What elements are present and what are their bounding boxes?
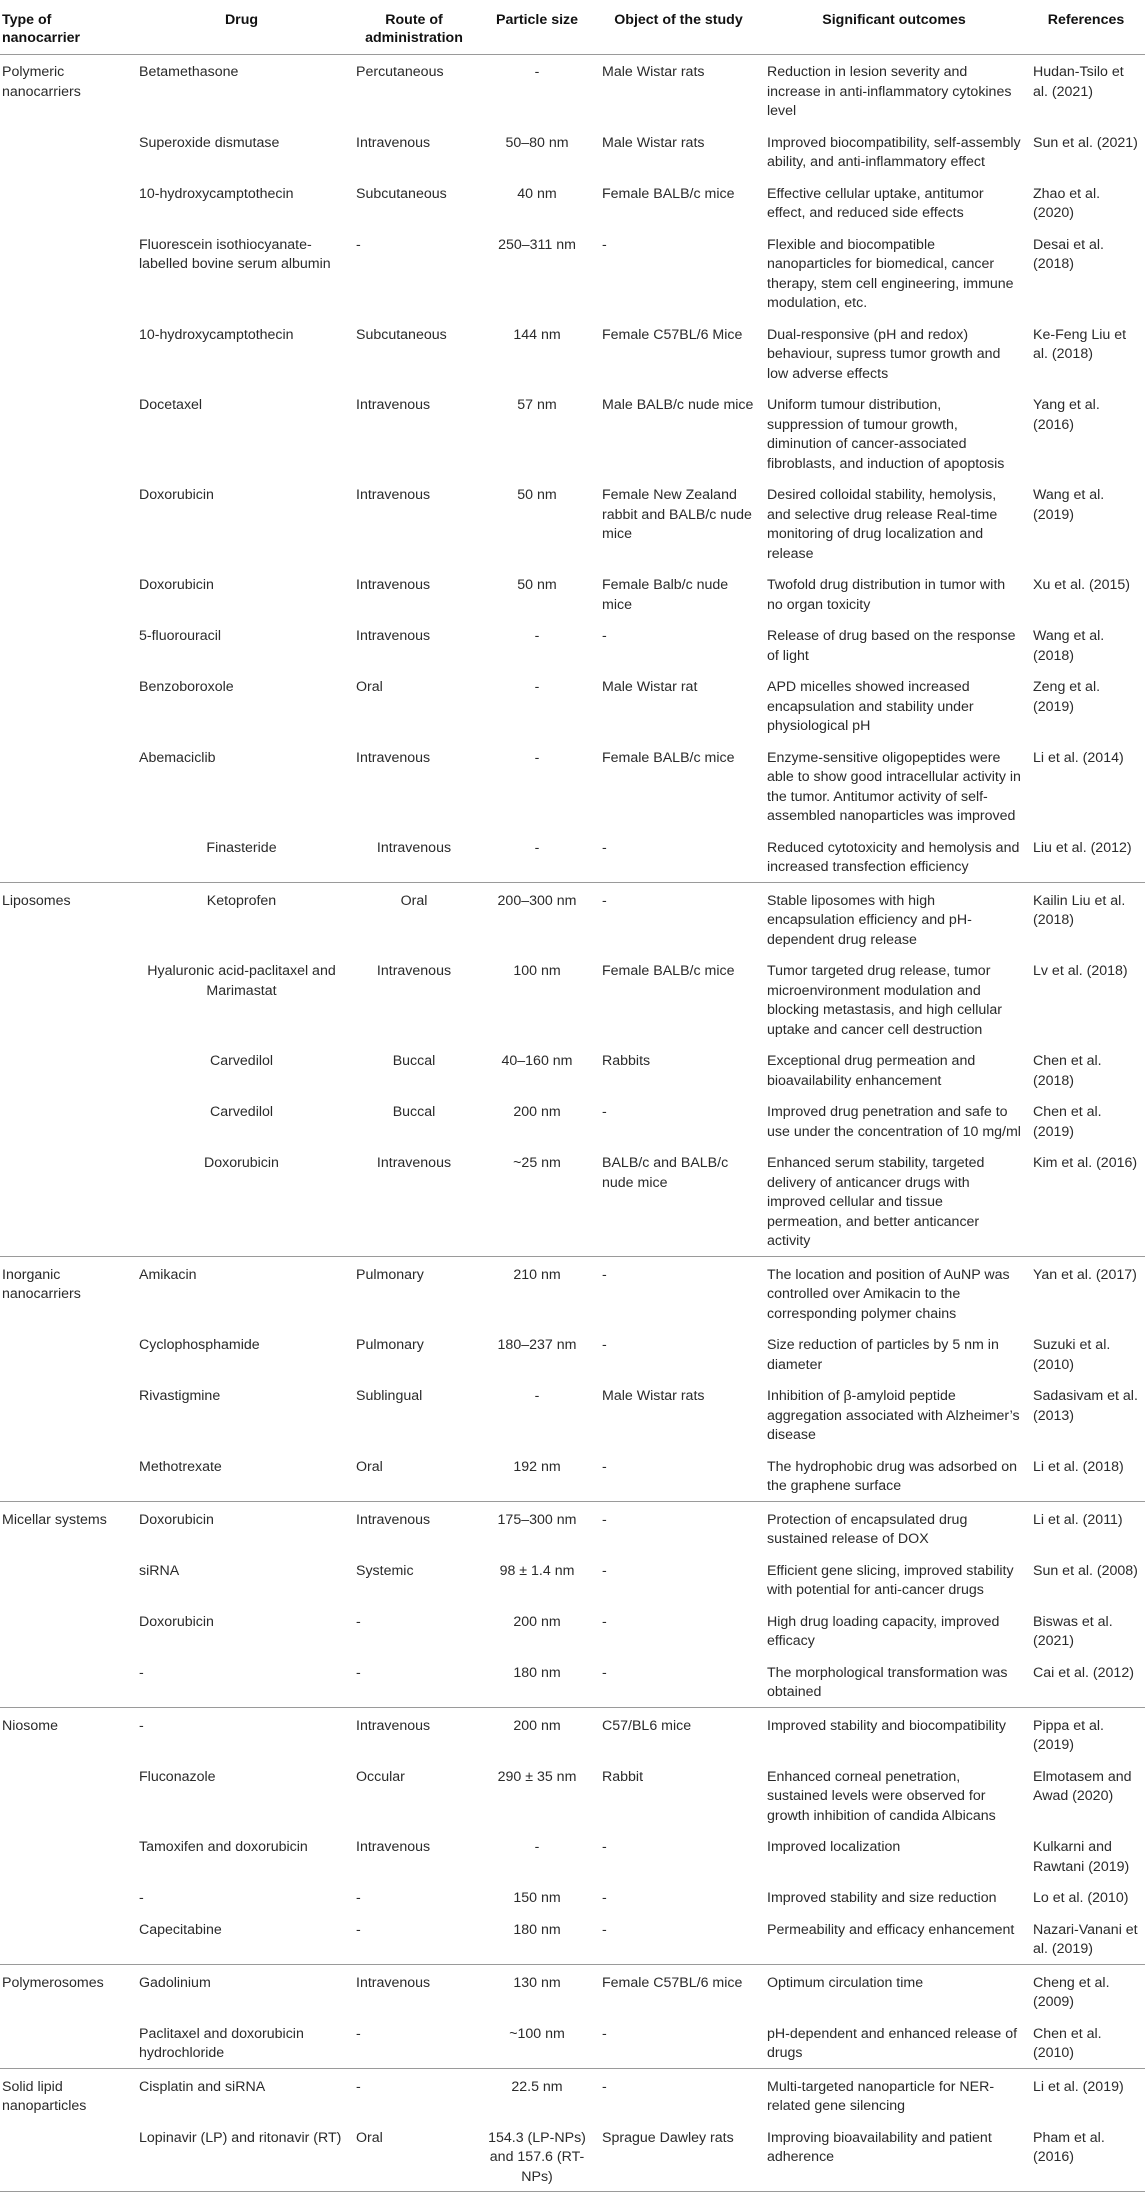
cell-reference: Li et al. (2019) <box>1027 2068 1145 2121</box>
cell-route: Intravenous <box>356 487 431 503</box>
cell-route: Oral <box>350 2121 478 2192</box>
cell-object: Female C57BL/6 mice <box>596 1964 761 2017</box>
cell-object: Rabbit <box>602 1768 644 1785</box>
cell-reference: Kailin Liu et al. (2018) <box>1027 882 1145 954</box>
cell-type <box>0 2017 133 2069</box>
table-row <box>0 2017 1145 2069</box>
cell-type <box>0 670 133 741</box>
header-object: Object of the study <box>596 0 761 55</box>
cell-object: - <box>602 1337 607 1353</box>
cell-route: Intravenous <box>376 1155 452 1171</box>
cell-drug: Ketoprofen <box>133 882 350 954</box>
cell-outcome: High drug loading capacity, improved efficacy <box>767 1613 1000 1649</box>
cell-type: Liposomes <box>0 882 133 954</box>
cell-drug: Cisplatin and siRNA <box>133 2068 350 2121</box>
cell-size: - <box>534 1388 540 1404</box>
cell-outcome: Stable liposomes with high encapsulation efficiency and pH-dependent drug release <box>761 882 1027 954</box>
cell-type <box>0 1450 133 1502</box>
cell-drug: siRNA <box>139 1562 180 1579</box>
cell-outcome: Uniform tumour distribution, suppression of tumour growth, diminution of cancer-associated fibroblasts, and induction of apoptosis <box>767 397 1005 472</box>
cell-reference: Pham et al. (2016) <box>1027 2121 1145 2192</box>
cell-route: Buccal <box>392 1104 436 1120</box>
table-row <box>0 882 1145 954</box>
cell-outcome: Size reduction of particles by 5 nm in diameter <box>767 1337 999 1373</box>
cell-route: Intravenous <box>356 628 431 644</box>
header-outcome: Significant outcomes <box>761 0 1027 55</box>
cell-reference: Sun et al. (2008) <box>1033 1562 1138 1579</box>
cell-drug: Doxorubicin <box>139 577 214 593</box>
cell-type: Inorganic nanocarriers <box>0 1256 133 1328</box>
table-row <box>0 388 1145 478</box>
cell-outcome: The morphological transformation was obtained <box>767 1664 1008 1700</box>
cell-reference: Lo et al. (2010) <box>1033 1890 1129 1906</box>
cell-outcome: Improved biocompatibility, self-assembly ability, and anti-inflammatory effect <box>767 134 1021 170</box>
cell-size: 180 nm <box>513 1664 561 1681</box>
cell-size: 200–300 nm <box>478 882 596 954</box>
cell-outcome: Flexible and biocompatible nanoparticles for biomedical, cancer therapy, stem cell engineering, immune modulation, etc. <box>767 236 1014 311</box>
cell-route: - <box>356 1921 361 1938</box>
cell-object: - <box>602 236 607 253</box>
cell-outcome: Release of drug based on the response of light <box>767 628 1016 664</box>
cell-drug: Paclitaxel and doxorubicin hydrochloride <box>139 2025 304 2061</box>
cell-type <box>0 954 133 1044</box>
cell-reference: Li et al. (2011) <box>1027 1501 1145 1554</box>
cell-drug: Doxorubicin <box>204 1155 279 1171</box>
cell-outcome: Multi-targeted nanoparticle for NER-related gene silencing <box>761 2068 1027 2121</box>
cell-type <box>0 568 133 619</box>
table-body <box>0 55 1145 2192</box>
table-row <box>0 1095 1145 1146</box>
cell-size: - <box>534 749 540 766</box>
cell-size: - <box>534 839 540 856</box>
cell-reference: Cheng et al. (2009) <box>1027 1964 1145 2017</box>
cell-route: - <box>356 1664 361 1681</box>
table-row <box>0 1656 1145 1708</box>
cell-object: Female BALB/c mice <box>602 963 735 979</box>
cell-reference: Wang et al. (2019) <box>1033 487 1105 523</box>
table-row <box>0 1913 1145 1965</box>
cell-drug: Cyclophosphamide <box>139 1337 260 1353</box>
header-size: Particle size <box>478 0 596 55</box>
cell-drug: Hyaluronic acid-paclitaxel and Marimastat <box>147 963 336 999</box>
cell-reference: Chen et al. (2019) <box>1033 1104 1102 1140</box>
cell-drug: Doxorubicin <box>139 487 214 503</box>
cell-reference: Wang et al. (2018) <box>1033 628 1105 664</box>
cell-object: - <box>596 2068 761 2121</box>
cell-outcome: Optimum circulation time <box>761 1964 1027 2017</box>
cell-type <box>0 228 133 318</box>
cell-drug: Abemaciclib <box>139 749 216 766</box>
cell-drug: - <box>139 1890 144 1906</box>
table-row <box>0 1328 1145 1379</box>
cell-reference: Zhao et al. (2020) <box>1033 185 1101 221</box>
cell-object: Rabbits <box>602 1053 651 1069</box>
cell-outcome: Efficient gene slicing, improved stability with potential for anti-cancer drugs <box>767 1562 1014 1598</box>
cell-size: 150 nm <box>513 1890 561 1906</box>
cell-drug: Betamethasone <box>139 64 239 80</box>
cell-type: Polymerosomes <box>0 1964 133 2017</box>
cell-reference: Li et al. (2018) <box>1033 1458 1124 1475</box>
cell-route: Intravenous <box>376 963 452 979</box>
cell-object: - <box>602 1839 607 1855</box>
cell-type <box>0 1881 133 1913</box>
cell-reference: Pippa et al. (2019) <box>1027 1707 1145 1760</box>
cell-outcome: Enzyme-sensitive oligopeptides were able to show good intracellular activity in the tumor. Antitumor activity of self-assembled nanoparticles was improved <box>767 749 1021 824</box>
header-references: References <box>1027 0 1145 55</box>
cell-drug: 10-hydroxycamptothecin <box>139 185 294 202</box>
cell-outcome: Inhibition of β-amyloid peptide aggregation associated with Alzheimer’s disease <box>767 1388 1020 1443</box>
cell-type <box>0 177 133 228</box>
cell-object: - <box>596 1256 761 1328</box>
cell-size: - <box>534 64 540 80</box>
cell-reference: Hudan-Tsilo et al. (2021) <box>1033 64 1124 100</box>
cell-reference: Lv et al. (2018) <box>1033 963 1128 979</box>
cell-reference: Nazari-Vanani et al. (2019) <box>1033 1921 1138 1957</box>
cell-reference: Kim et al. (2016) <box>1033 1155 1138 1171</box>
cell-drug: Doxorubicin <box>133 1501 350 1554</box>
cell-type <box>0 1146 133 1256</box>
cell-size: 154.3 (LP-NPs) and 157.6 (RT-NPs) <box>478 2121 596 2192</box>
cell-object: - <box>602 1562 607 1579</box>
cell-size: 200 nm <box>513 1613 561 1630</box>
cell-size: 130 nm <box>478 1964 596 2017</box>
cell-object: - <box>602 1613 607 1630</box>
cell-type <box>0 1830 133 1881</box>
cell-type: Niosome <box>0 1707 133 1760</box>
table-row <box>0 1256 1145 1328</box>
cell-outcome: Effective cellular uptake, antitumor effect, and reduced side effects <box>767 185 984 221</box>
cell-type <box>0 126 133 177</box>
cell-object: Female BALB/c mice <box>602 749 735 766</box>
cell-reference: Chen et al. (2010) <box>1033 2025 1102 2061</box>
cell-type <box>0 388 133 478</box>
cell-reference: Zeng et al. (2019) <box>1033 679 1101 715</box>
cell-object: Female BALB/c mice <box>602 185 735 202</box>
cell-outcome: Permeability and efficacy enhancement <box>767 1921 1015 1938</box>
cell-size: 22.5 nm <box>478 2068 596 2121</box>
cell-object: Male Wistar rats <box>602 1388 705 1404</box>
cell-size: 50–80 nm <box>505 134 569 151</box>
cell-drug: Superoxide dismutase <box>139 134 280 151</box>
cell-route: - <box>350 2068 478 2121</box>
cell-size: 175–300 nm <box>478 1501 596 1554</box>
table-row <box>0 954 1145 1044</box>
cell-route: Occular <box>356 1768 405 1785</box>
cell-type: Solid lipid nanoparticles <box>0 2068 133 2121</box>
cell-object: Sprague Dawley rats <box>596 2121 761 2192</box>
cell-object: Male Wistar rat <box>602 679 698 695</box>
cell-size: 210 nm <box>478 1256 596 1328</box>
cell-size: 180–237 nm <box>497 1337 577 1353</box>
cell-drug: Amikacin <box>133 1256 350 1328</box>
table-row <box>0 831 1145 883</box>
table-row <box>0 741 1145 831</box>
cell-size: 50 nm <box>517 577 557 593</box>
cell-reference: Sadasivam et al. (2013) <box>1033 1388 1138 1424</box>
cell-object: - <box>602 839 607 856</box>
cell-type <box>0 831 133 883</box>
cell-reference: Desai et al. (2018) <box>1033 236 1104 272</box>
cell-drug: Rivastigmine <box>139 1388 221 1404</box>
cell-size: 180 nm <box>513 1921 561 1938</box>
table-row <box>0 177 1145 228</box>
table-row <box>0 568 1145 619</box>
cell-object: - <box>602 628 607 644</box>
cell-object: - <box>602 1458 607 1475</box>
table-row <box>0 1964 1145 2017</box>
cell-route: Intravenous <box>356 1839 431 1855</box>
cell-drug: Benzoboroxole <box>139 679 234 695</box>
cell-type <box>0 741 133 831</box>
cell-reference: Chen et al. (2018) <box>1033 1053 1102 1089</box>
cell-type <box>0 1554 133 1605</box>
cell-outcome: Protection of encapsulated drug sustained release of DOX <box>761 1501 1027 1554</box>
cell-outcome: Improved localization <box>767 1839 901 1855</box>
cell-route: Intravenous <box>356 749 431 766</box>
table-row <box>0 1501 1145 1554</box>
cell-object: BALB/c and BALB/c nude mice <box>602 1155 729 1191</box>
cell-route: - <box>356 236 361 253</box>
table-row <box>0 1146 1145 1256</box>
cell-route: Subcutaneous <box>356 326 447 343</box>
cell-type <box>0 1913 133 1965</box>
cell-type <box>0 1328 133 1379</box>
cell-route: Sublingual <box>356 1388 423 1404</box>
cell-size: - <box>534 1839 540 1855</box>
cell-outcome: The hydrophobic drug was adsorbed on the graphene surface <box>767 1458 1018 1494</box>
cell-type <box>0 478 133 568</box>
table-row <box>0 1450 1145 1502</box>
cell-route: Oral <box>356 679 383 695</box>
cell-object: - <box>602 1664 607 1681</box>
cell-route: Intravenous <box>356 134 431 151</box>
cell-size: 57 nm <box>517 397 557 413</box>
cell-object: - <box>596 882 761 954</box>
cell-size: 100 nm <box>513 963 561 979</box>
cell-outcome: Enhanced serum stability, targeted delivery of anticancer drugs with improved cellular and tissue permeation, and better anticancer activity <box>767 1155 985 1249</box>
cell-route: Percutaneous <box>356 64 444 80</box>
cell-outcome: Reduced cytotoxicity and hemolysis and increased transfection efficiency <box>767 839 1020 875</box>
cell-route: Intravenous <box>356 577 431 593</box>
cell-reference: Yan et al. (2017) <box>1027 1256 1145 1328</box>
cell-reference: Xu et al. (2015) <box>1033 577 1131 593</box>
cell-drug: Fluconazole <box>139 1768 216 1785</box>
cell-size: 192 nm <box>513 1458 561 1475</box>
cell-reference: Sun et al. (2021) <box>1033 134 1138 151</box>
table-row <box>0 2068 1145 2121</box>
cell-type <box>0 2121 133 2192</box>
cell-reference: Li et al. (2014) <box>1033 749 1124 766</box>
cell-reference: Elmotasem and Awad (2020) <box>1033 1768 1132 1804</box>
table-row <box>0 2121 1145 2192</box>
cell-size: 50 nm <box>517 487 557 503</box>
header-route: Route of administration <box>350 0 478 55</box>
cell-route: Oral <box>350 882 478 954</box>
cell-size: ~100 nm <box>509 2025 565 2042</box>
cell-object: Male Wistar rats <box>602 64 705 80</box>
cell-size: 200 nm <box>513 1104 561 1120</box>
cell-type: Polymeric nanocarriers <box>2 64 81 100</box>
table-row <box>0 670 1145 741</box>
table-row <box>0 1881 1145 1913</box>
cell-size: - <box>534 628 540 644</box>
header-type: Type of nanocarrier <box>0 0 133 55</box>
cell-size: ~25 nm <box>513 1155 561 1171</box>
cell-object: C57/BL6 mice <box>596 1707 761 1760</box>
cell-size: 200 nm <box>478 1707 596 1760</box>
cell-route: Systemic <box>356 1562 414 1579</box>
cell-drug: - <box>139 1664 144 1681</box>
cell-size: 144 nm <box>513 326 561 343</box>
cell-drug: - <box>133 1707 350 1760</box>
cell-route: Buccal <box>392 1053 436 1069</box>
cell-outcome: Tumor targeted drug release, tumor microenvironment modulation and blocking metastasis, and high cellular uptake and cancer cell destruction <box>767 963 1003 1038</box>
cell-size: 98 ± 1.4 nm <box>499 1562 575 1579</box>
table-row <box>0 1605 1145 1656</box>
cell-object: - <box>596 1501 761 1554</box>
cell-outcome: The location and position of AuNP was controlled over Amikacin to the corresponding polymer chains <box>761 1256 1027 1328</box>
cell-route: Intravenous <box>376 839 452 856</box>
cell-type <box>0 1044 133 1095</box>
cell-route: - <box>356 2025 361 2042</box>
cell-reference: Ke-Feng Liu et al. (2018) <box>1033 326 1127 362</box>
table-row <box>0 228 1145 318</box>
cell-size: 290 ± 35 nm <box>497 1768 577 1785</box>
cell-object: - <box>602 2025 607 2042</box>
cell-drug: Fluorescein isothiocyanate-labelled bovine serum albumin <box>139 236 331 272</box>
cell-outcome: Improved stability and size reduction <box>767 1890 997 1906</box>
cell-reference: Cai et al. (2012) <box>1033 1664 1134 1681</box>
cell-reference: Yang et al. (2016) <box>1033 397 1100 433</box>
cell-object: Male Wistar rats <box>602 134 705 151</box>
cell-outcome: Improving bioavailability and patient adherence <box>761 2121 1027 2192</box>
table-row <box>0 1830 1145 1881</box>
cell-drug: Carvedilol <box>209 1053 274 1069</box>
cell-outcome: APD micelles showed increased encapsulation and stability under physiological pH <box>767 679 974 734</box>
cell-outcome: Reduction in lesion severity and increase in anti-inflammatory cytokines level <box>767 64 1012 119</box>
table-row <box>0 1707 1145 1760</box>
cell-object: - <box>602 1104 607 1120</box>
cell-drug: 5-fluorouracil <box>139 628 222 644</box>
cell-reference: Kulkarni and Rawtani (2019) <box>1033 1839 1130 1875</box>
cell-outcome: Improved drug penetration and safe to use under the concentration of 10 mg/ml <box>767 1104 1021 1140</box>
cell-size: 40 nm <box>517 185 557 202</box>
cell-size: 250–311 nm <box>498 236 576 253</box>
cell-object: - <box>602 1921 607 1938</box>
cell-route: Oral <box>356 1458 383 1475</box>
table-row <box>0 619 1145 670</box>
cell-route: - <box>356 1890 361 1906</box>
cell-route: Intravenous <box>350 1707 478 1760</box>
cell-drug: Gadolinium <box>133 1964 350 2017</box>
cell-object: Female C57BL/6 Mice <box>602 326 743 343</box>
cell-route: Subcutaneous <box>356 185 447 202</box>
cell-route: Pulmonary <box>356 1337 424 1353</box>
cell-size: - <box>534 679 540 695</box>
cell-reference: Suzuki et al. (2010) <box>1033 1337 1111 1373</box>
cell-outcome: Twofold drug distribution in tumor with no organ toxicity <box>767 577 1006 613</box>
cell-drug: Finasteride <box>206 839 277 856</box>
table-row <box>0 1379 1145 1450</box>
table-row <box>0 1044 1145 1095</box>
cell-reference: Liu et al. (2012) <box>1033 839 1132 856</box>
table-row <box>0 478 1145 568</box>
cell-drug: Docetaxel <box>139 397 203 413</box>
cell-outcome: Enhanced corneal penetration, sustained levels were observed for growth inhibition of candida Albicans <box>767 1768 996 1824</box>
table-row <box>0 55 1145 126</box>
cell-drug: Carvedilol <box>209 1104 274 1120</box>
header-drug: Drug <box>133 0 350 55</box>
table-row <box>0 126 1145 177</box>
cell-type: Micellar systems <box>0 1501 133 1554</box>
cell-drug: Doxorubicin <box>139 1613 214 1630</box>
table-header-row <box>0 0 1145 55</box>
table-row <box>0 1760 1145 1831</box>
cell-outcome: Improved stability and biocompatibility <box>761 1707 1027 1760</box>
cell-type <box>0 318 133 389</box>
cell-type <box>0 1095 133 1146</box>
cell-type <box>0 1656 133 1708</box>
table-row <box>0 318 1145 389</box>
cell-outcome: pH-dependent and enhanced release of drugs <box>767 2025 1018 2061</box>
cell-type <box>0 1760 133 1831</box>
cell-drug: Capecitabine <box>139 1921 222 1938</box>
cell-reference: Biswas et al. (2021) <box>1033 1613 1113 1649</box>
cell-type <box>0 1379 133 1450</box>
table-row <box>0 1554 1145 1605</box>
cell-outcome: Dual-responsive (pH and redox) behaviour, supress tumor growth and low adverse effects <box>767 326 1001 382</box>
cell-drug: 10-hydroxycamptothecin <box>139 326 294 343</box>
cell-route: Intravenous <box>356 397 431 413</box>
cell-object: - <box>602 1890 607 1906</box>
cell-type <box>0 619 133 670</box>
cell-object: Female Balb/c nude mice <box>602 577 729 613</box>
cell-drug: Tamoxifen and doxorubicin <box>139 1839 308 1855</box>
cell-route: Intravenous <box>350 1501 478 1554</box>
cell-drug: Methotrexate <box>139 1458 222 1475</box>
cell-route: Intravenous <box>350 1964 478 2017</box>
cell-route: - <box>356 1613 361 1630</box>
cell-object: Male BALB/c nude mice <box>602 397 754 413</box>
cell-route: Pulmonary <box>350 1256 478 1328</box>
cell-drug: Lopinavir (LP) and ritonavir (RT) <box>133 2121 350 2192</box>
cell-type <box>0 1605 133 1656</box>
cell-outcome: Desired colloidal stability, hemolysis, and selective drug release Real-time monitoring of drug localization and release <box>767 487 998 562</box>
cell-object: Female New Zealand rabbit and BALB/c nude mice <box>602 487 752 542</box>
cell-size: 40–160 nm <box>501 1053 573 1069</box>
cell-outcome: Exceptional drug permeation and bioavailability enhancement <box>767 1053 976 1089</box>
